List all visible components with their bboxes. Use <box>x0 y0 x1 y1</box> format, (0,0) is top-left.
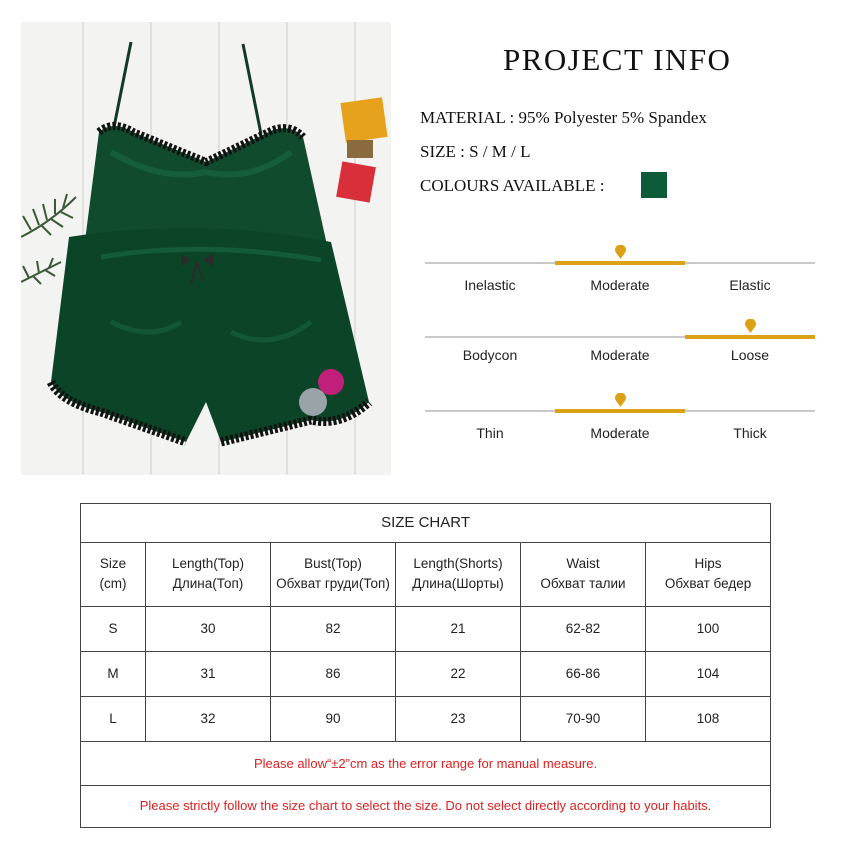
column-header-hips <box>646 543 771 606</box>
scale-label-bodycon: Bodycon <box>462 347 518 363</box>
column-header-label: Length(Top) <box>171 556 245 572</box>
table-cell: 104 <box>646 651 771 696</box>
column-header-label: Hips <box>694 556 722 572</box>
table-cell: 62-82 <box>521 606 646 651</box>
column-header-label: Bust(Top) <box>304 556 362 572</box>
size-chart-table <box>80 503 771 828</box>
location-pin-icon <box>615 393 626 407</box>
column-header-waist <box>521 543 646 606</box>
column-header-sublabel: Длина(Шорты) <box>412 576 504 592</box>
note-row <box>81 742 771 785</box>
table-cell: M <box>81 651 146 696</box>
table-cell: 100 <box>646 606 771 651</box>
product-photo <box>21 22 391 475</box>
color-swatch-green[interactable] <box>641 172 667 198</box>
scale-label-moderate: Moderate <box>590 425 650 441</box>
page-title: PROJECT INFO <box>503 42 732 77</box>
column-header-sublabel: Обхват талии <box>540 576 626 592</box>
column-header-sublabel: Длина(Топ) <box>172 576 244 592</box>
table-row <box>81 606 771 651</box>
scale-highlight <box>555 409 685 413</box>
table-cell: 21 <box>396 606 521 651</box>
column-header-sublabel: Обхват груди(Топ) <box>276 576 390 592</box>
table-cell: L <box>81 697 146 742</box>
column-header-label: Size <box>99 556 127 572</box>
scale-label-moderate: Moderate <box>590 347 650 363</box>
table-row <box>81 651 771 696</box>
column-header-bust-top <box>271 543 396 606</box>
scale-label-moderate: Moderate <box>590 277 650 293</box>
error-range-note: Please allow“±2”cm as the error range for manual measure. <box>81 742 771 785</box>
table-header-row <box>81 543 771 606</box>
fit-scale <box>425 336 815 396</box>
material-spec: MATERIAL : 95% Polyester 5% Spandex <box>420 108 707 127</box>
table-cell: 82 <box>271 606 396 651</box>
table-cell: 31 <box>146 651 271 696</box>
table-cell: S <box>81 606 146 651</box>
size-spec: SIZE : S / M / L <box>420 142 531 161</box>
column-header-label: Length(Shorts) <box>413 556 503 572</box>
table-cell: 32 <box>146 697 271 742</box>
location-pin-icon <box>615 245 626 259</box>
scale-label-loose: Loose <box>730 347 770 363</box>
table-cell: 86 <box>271 651 396 696</box>
table-cell: 30 <box>146 606 271 651</box>
column-header-length-top <box>146 543 271 606</box>
column-header-label: Waist <box>566 556 600 572</box>
size-selection-note: Please strictly follow the size chart to select the size. Do not select directly according to your habits. <box>81 785 771 827</box>
column-header-sublabel: Обхват бедер <box>664 576 752 592</box>
elasticity-scale <box>425 262 815 322</box>
table-cell: 23 <box>396 697 521 742</box>
product-photo-illustration <box>21 22 391 475</box>
scale-label-inelastic: Inelastic <box>464 277 516 293</box>
thickness-scale <box>425 410 815 470</box>
table-cell: 66-86 <box>521 651 646 696</box>
scale-highlight <box>685 335 815 339</box>
table-row <box>81 697 771 742</box>
column-header-length-shorts <box>396 543 521 606</box>
table-cell: 108 <box>646 697 771 742</box>
table-cell: 90 <box>271 697 396 742</box>
scale-label-thick: Thick <box>733 425 767 441</box>
colours-spec: COLOURS AVAILABLE : <box>420 176 605 195</box>
note-row <box>81 785 771 827</box>
column-header-sublabel: (cm) <box>99 576 127 592</box>
scale-highlight <box>555 261 685 265</box>
column-header-size <box>81 543 146 606</box>
scale-label-elastic: Elastic <box>729 277 771 293</box>
location-pin-icon <box>745 319 756 333</box>
size-chart-title: SIZE CHART <box>81 504 771 543</box>
scale-label-thin: Thin <box>476 425 504 441</box>
table-cell: 22 <box>396 651 521 696</box>
table-cell: 70-90 <box>521 697 646 742</box>
